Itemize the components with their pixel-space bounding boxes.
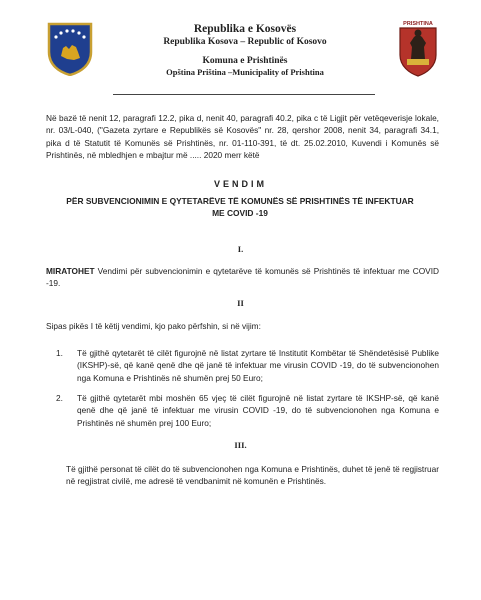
approval-keyword: MIRATOHET bbox=[46, 266, 95, 276]
section-heading-2: II bbox=[237, 298, 244, 308]
header-divider bbox=[113, 94, 375, 95]
section-3-paragraph: Të gjithë personat të cilët do të subvencionohen nga Komuna e Prishtinës, duhet të jenë të regjistruar në regjistrat civilë, me adresë të vendbanimit në komunën e Prishtinës. bbox=[66, 464, 439, 487]
letterhead bbox=[110, 22, 380, 78]
list-item bbox=[56, 347, 439, 385]
list-item-number: 2. bbox=[56, 393, 63, 403]
list-item-text: Të gjithë qytetarët mbi moshën 65 vjeç të cilët figurojnë në listat zyrtare të IKSHP-së, që kanë qenë dhe që janë të infektuar me virusin COVID -19, do të subvencionohen nga Komuna e Prishtinës në shumën prej 100 Euro; bbox=[77, 393, 439, 428]
municipality-name-translations: Opština Priština –Municipality of Prishtina bbox=[166, 67, 324, 77]
list-item-text: Të gjithë qytetarët të cilët figurojnë në listat zyrtare të Institutit Kombëtar të Shëndetësisë Publike (IKSHP)-së, që kanë qenë dhe që janë të infektuar me virusin COVID -19, do të subvencionohen nga Komuna e Prishtinës në shumën prej 50 Euro; bbox=[77, 348, 439, 383]
municipality-name: Komuna e Prishtinës bbox=[202, 56, 288, 66]
document-subtitle: PËR SUBVENCIONIMIN E QYTETARËVE TË KOMUNËS SË PRISHTINËS TË INFEKTUAR ME COVID -19 bbox=[66, 196, 414, 218]
kosovo-coat-of-arms-icon bbox=[47, 22, 93, 76]
section-2-lead: Sipas pikës I të këtij vendimi, kjo pako përfshin, si në vijim: bbox=[46, 321, 261, 331]
legal-basis-paragraph: Në bazë të nenit 12, paragrafi 12.2, pika d, nenit 40, paragrafi 40.2, pika c të Ligjit për vetëqeverisje lokale, nr. 03/L-040, ("Gazeta zyrtare e Republikës së Kosovës" nr. 28, qershor 2008, nenit 34, paragrafi 34.1, pika d të Statutit të Komunës së Prishtinës, nr. 01-110-391, të dt. 25.02.2010, Kuvendi i Komunës së Prishtinës, në mbledhjen e mbajtur më ..... 2020 merr këtë bbox=[46, 113, 439, 161]
section-heading-1: I. bbox=[237, 244, 244, 254]
section-1-paragraph bbox=[46, 265, 439, 290]
prishtina-municipality-logo-icon bbox=[396, 19, 440, 77]
list-item bbox=[56, 392, 439, 430]
country-name: Republika e Kosovës bbox=[193, 23, 297, 35]
document-title: VENDIM bbox=[213, 179, 267, 189]
section-heading-3: III. bbox=[234, 440, 247, 450]
logo-text: PRISHTINA bbox=[403, 21, 433, 27]
section-1-text: Vendimi për subvencionimin e qytetarëve të komunës së Prishtinës të infektuar me COVID -19. bbox=[46, 266, 439, 289]
list-item-number: 1. bbox=[56, 348, 63, 358]
country-name-translations: Republika Kosova – Republic of Kosovo bbox=[163, 37, 327, 47]
